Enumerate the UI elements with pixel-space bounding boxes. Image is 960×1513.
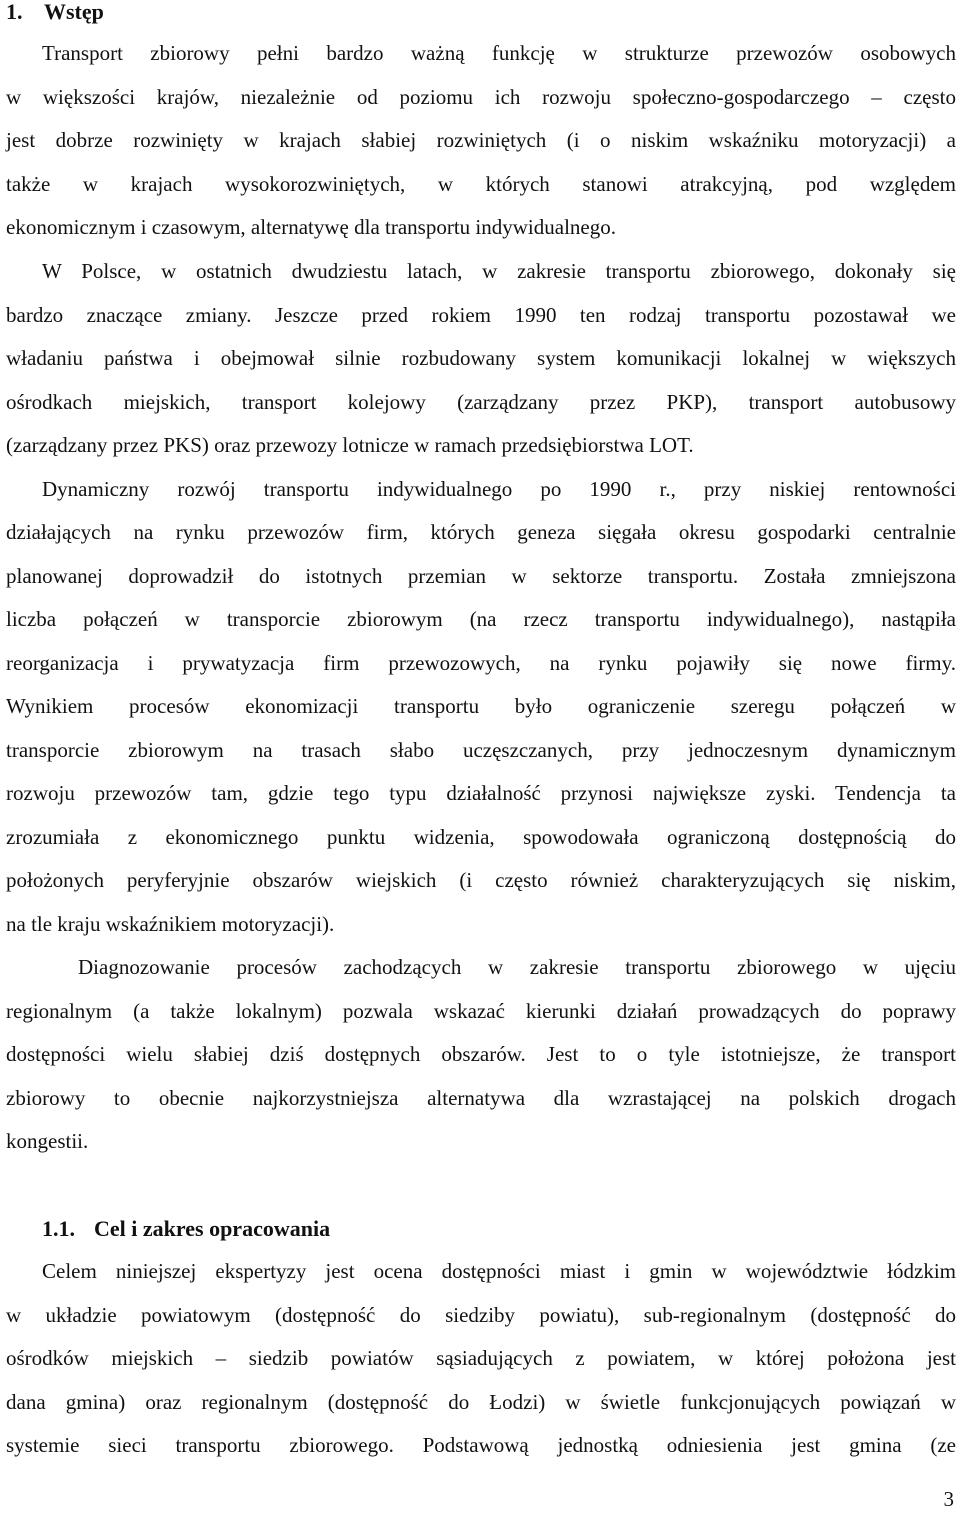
text-line: w większości krajów, niezależnie od poziomu ich rozwoju społeczno-gospodarczego – często xyxy=(6,85,956,109)
text-line: także w krajach wysokorozwiniętych, w których stanowi atrakcyjną, pod względem xyxy=(6,172,956,196)
text-line: Wynikiem procesów ekonomizacji transportu było ograniczenie szeregu połączeń w xyxy=(6,694,956,718)
text-line: ośrodków miejskich – siedzib powiatów sąsiadujących z powiatem, w której położona jest xyxy=(6,1346,956,1370)
section-heading xyxy=(6,0,104,30)
text-line: rozwoju przewozów tam, gdzie tego typu działalność przynosi największe zyski. Tendencja ta xyxy=(6,781,956,805)
text-line: w układzie powiatowym (dostępność do siedziby powiatu), sub-regionalnym (dostępność do xyxy=(6,1303,956,1327)
text-line: dostępności wielu słabiej dziś dostępnych obszarów. Jest to o tyle istotniejsze, że transport xyxy=(6,1042,956,1066)
text-line: dana gmina) oraz regionalnym (dostępność do Łodzi) w świetle funkcjonujących powiązań w xyxy=(6,1390,956,1414)
text-line: zrozumiała z ekonomicznego punktu widzenia, spowodowała ograniczoną dostępnością do xyxy=(6,825,956,849)
text-line: Diagnozowanie procesów zachodzących w zakresie transportu zbiorowego w ujęciu xyxy=(78,955,956,979)
text-line: regionalnym (a także lokalnym) pozwala wskazać kierunki działań prowadzących do poprawy xyxy=(6,999,956,1023)
subsection-heading xyxy=(42,1211,330,1247)
text-line: zbiorowy to obecnie najkorzystniejsza alternatywa dla wzrastającej na polskich drogach xyxy=(6,1086,956,1110)
text-line: Transport zbiorowy pełni bardzo ważną funkcję w strukturze przewozów osobowych xyxy=(42,41,956,65)
text-line: jest dobrze rozwinięty w krajach słabiej rozwiniętych (i o niskim wskaźniku motoryzacji) a xyxy=(6,128,956,152)
text-line: kongestii. xyxy=(6,1129,89,1153)
text-line: systemie sieci transportu zbiorowego. Podstawową jednostką odniesienia jest gmina (ze xyxy=(6,1433,956,1457)
text-line: Celem niniejszej ekspertyzy jest ocena dostępności miast i gmin w województwie łódzkim xyxy=(42,1259,956,1283)
text-line: władaniu państwa i obejmował silnie rozbudowany system komunikacji lokalnej w większych xyxy=(6,346,956,370)
subsection-number: 1.1. xyxy=(42,1216,75,1241)
text-line: liczba połączeń w transporcie zbiorowym (na rzecz transportu indywidualnego), nastąpiła xyxy=(6,607,956,631)
text-line: ekonomicznym i czasowym, alternatywę dla transportu indywidualnego. xyxy=(6,215,616,239)
text-line: ośrodkach miejskich, transport kolejowy (zarządzany przez PKP), transport autobusowy xyxy=(6,390,956,414)
text-line: (zarządzany przez PKS) oraz przewozy lotnicze w ramach przedsiębiorstwa LOT. xyxy=(6,433,694,457)
text-line: położonych peryferyjnie obszarów wiejskich (i często również charakteryzujących się niskim, xyxy=(6,868,956,892)
subsection-title: Cel i zakres opracowania xyxy=(94,1216,331,1241)
text-line: planowanej doprowadził do istotnych przemian w sektorze transportu. Została zmniejszona xyxy=(6,564,956,588)
page-number: 3 xyxy=(943,1487,954,1511)
text-line: na tle kraju wskaźnikiem motoryzacji). xyxy=(6,912,335,936)
section-title: Wstęp xyxy=(44,0,104,24)
text-line: bardzo znaczące zmiany. Jeszcze przed rokiem 1990 ten rodzaj transportu pozostawał we xyxy=(6,303,956,327)
text-line: Dynamiczny rozwój transportu indywidualnego po 1990 r., przy niskiej rentowności xyxy=(42,477,956,501)
text-line: W Polsce, w ostatnich dwudziestu latach, w zakresie transportu zbiorowego, dokonały się xyxy=(42,259,956,283)
text-line: działających na rynku przewozów firm, których geneza sięgała okresu gospodarki centralnie xyxy=(6,520,956,544)
text-line: transporcie zbiorowym na trasach słabo uczęszczanych, przy jednoczesnym dynamicznym xyxy=(6,738,956,762)
section-number: 1. xyxy=(6,0,23,24)
text-line: reorganizacja i prywatyzacja firm przewozowych, na rynku pojawiły się nowe firmy. xyxy=(6,651,956,675)
